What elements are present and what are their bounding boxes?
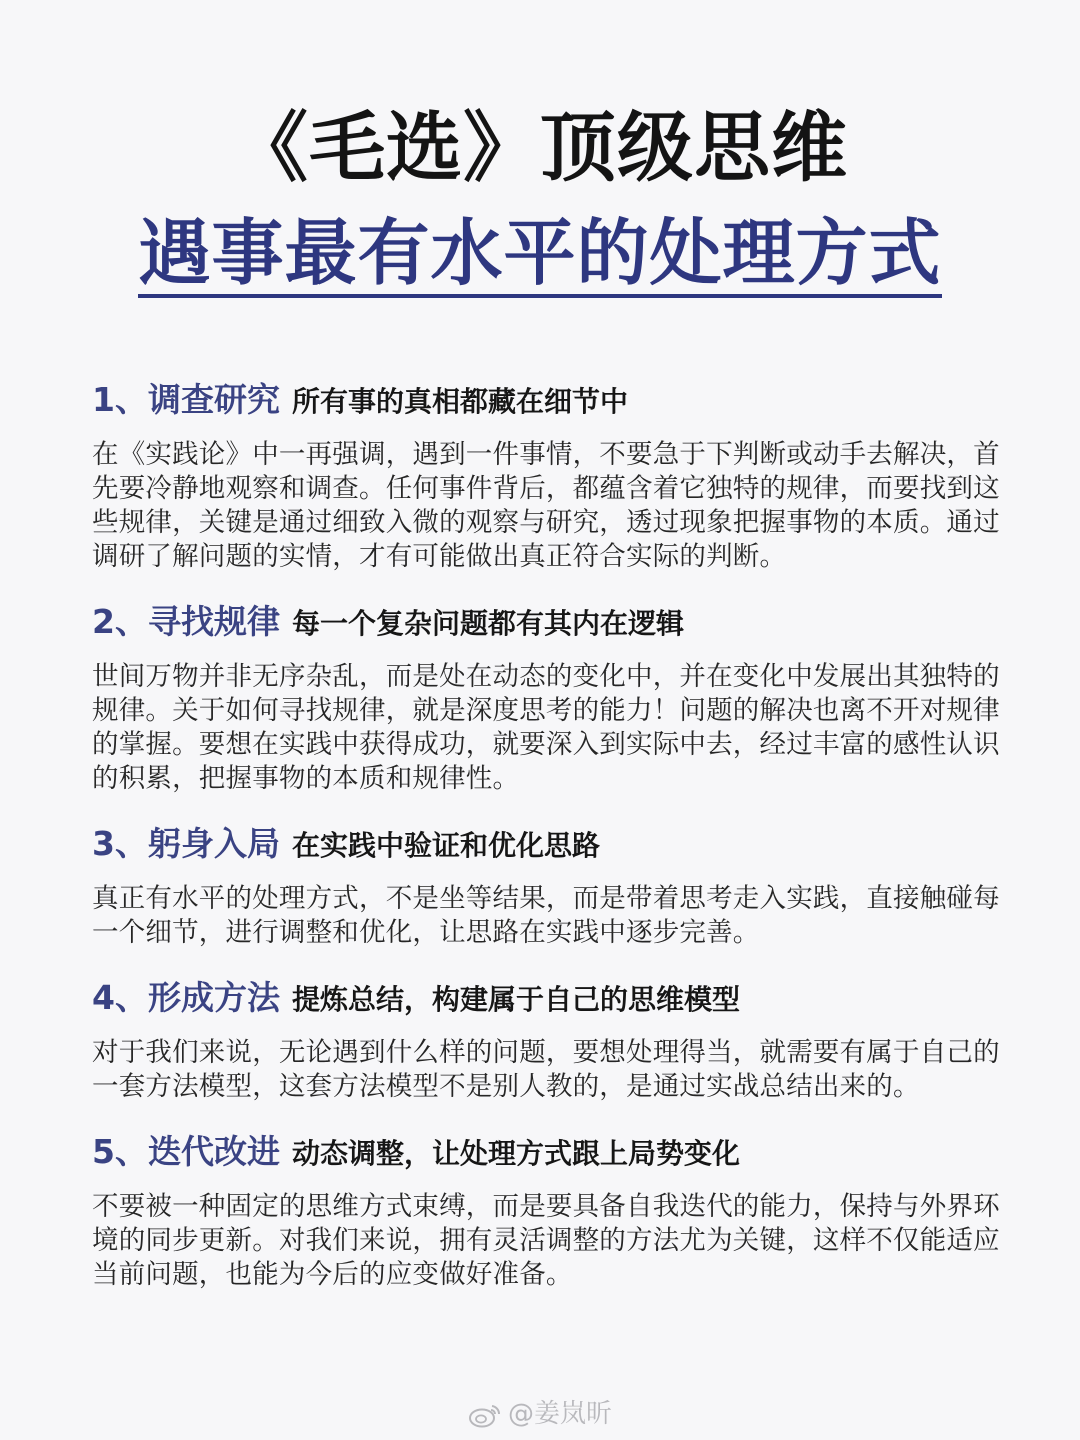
section-heading (92, 598, 1012, 646)
section-summary: 动态调整，让处理方式跟上局势变化 (291, 1137, 740, 1170)
section-body: 不要被一种固定的思维方式束缚，而是要具备自我迭代的能力，保持与外界环境的同步更新。对我们来说，拥有灵活调整的方法尤为关键，这样不仅能适应当前问题，也能为今后的应变做好准备。 (92, 1191, 1000, 1290)
page-subtitle (0, 212, 1080, 318)
section-keyword: 迭代改进 (147, 1132, 280, 1171)
watermark-text: @姜岚昕 (507, 1399, 612, 1429)
section-summary: 提炼总结，构建属于自己的思维模型 (291, 983, 740, 1016)
section-5 (92, 1128, 1012, 1292)
section-summary: 在实践中验证和优化思路 (291, 829, 600, 862)
watermark (0, 1394, 1080, 1434)
section-body: 在《实践论》中一再强调，遇到一件事情，不要急于下判断或动手去解决，首先要冷静地观察和调查。任何事件背后，都蕴含着它独特的规律，而要找到这些规律，关键是通过细致入微的观察与研究，透过现象把握事物的本质。通过调研了解问题的实情，才有可能做出真正符合实际的判断。 (92, 439, 1000, 572)
sections-list (92, 376, 1012, 1316)
section-body: 真正有水平的处理方式，不是坐等结果，而是带着思考走入实践，直接触碰每一个细节，进行调整和优化，让思路在实践中逐步完善。 (92, 883, 1000, 948)
section-number: 2、 (92, 602, 148, 641)
section-3 (92, 820, 1012, 950)
section-keyword: 形成方法 (147, 978, 280, 1017)
weibo-icon (468, 1402, 502, 1428)
section-number: 5、 (92, 1132, 148, 1171)
section-summary: 所有事的真相都藏在细节中 (291, 385, 628, 418)
section-1 (92, 376, 1012, 574)
section-heading (92, 376, 1012, 424)
section-number: 4、 (92, 978, 148, 1017)
page-subtitle-text: 遇事最有水平的处理方式 (138, 212, 941, 298)
section-4 (92, 974, 1012, 1104)
section-summary: 每一个复杂问题都有其内在逻辑 (291, 607, 684, 640)
section-body: 对于我们来说，无论遇到什么样的问题，要想处理得当，就需要有属于自己的一套方法模型，这套方法模型不是别人教的，是通过实战总结出来的。 (92, 1037, 1000, 1102)
page-title: 《毛选》顶级思维 (232, 103, 848, 192)
section-number: 3、 (92, 824, 148, 863)
section-keyword: 躬身入局 (147, 824, 280, 863)
section-body: 世间万物并非无序杂乱，而是处在动态的变化中，并在变化中发展出其独特的规律。关于如何寻找规律，就是深度思考的能力！问题的解决也离不开对规律的掌握。要想在实践中获得成功，就要深入到实际中去，经过丰富的感性认识的积累，把握事物的本质和规律性。 (92, 661, 1000, 794)
section-2 (92, 598, 1012, 796)
section-heading (92, 820, 1012, 868)
section-keyword: 寻找规律 (147, 602, 280, 641)
section-number: 1、 (92, 380, 148, 419)
section-heading (92, 1128, 1012, 1176)
section-keyword: 调查研究 (147, 380, 280, 419)
section-heading (92, 974, 1012, 1022)
